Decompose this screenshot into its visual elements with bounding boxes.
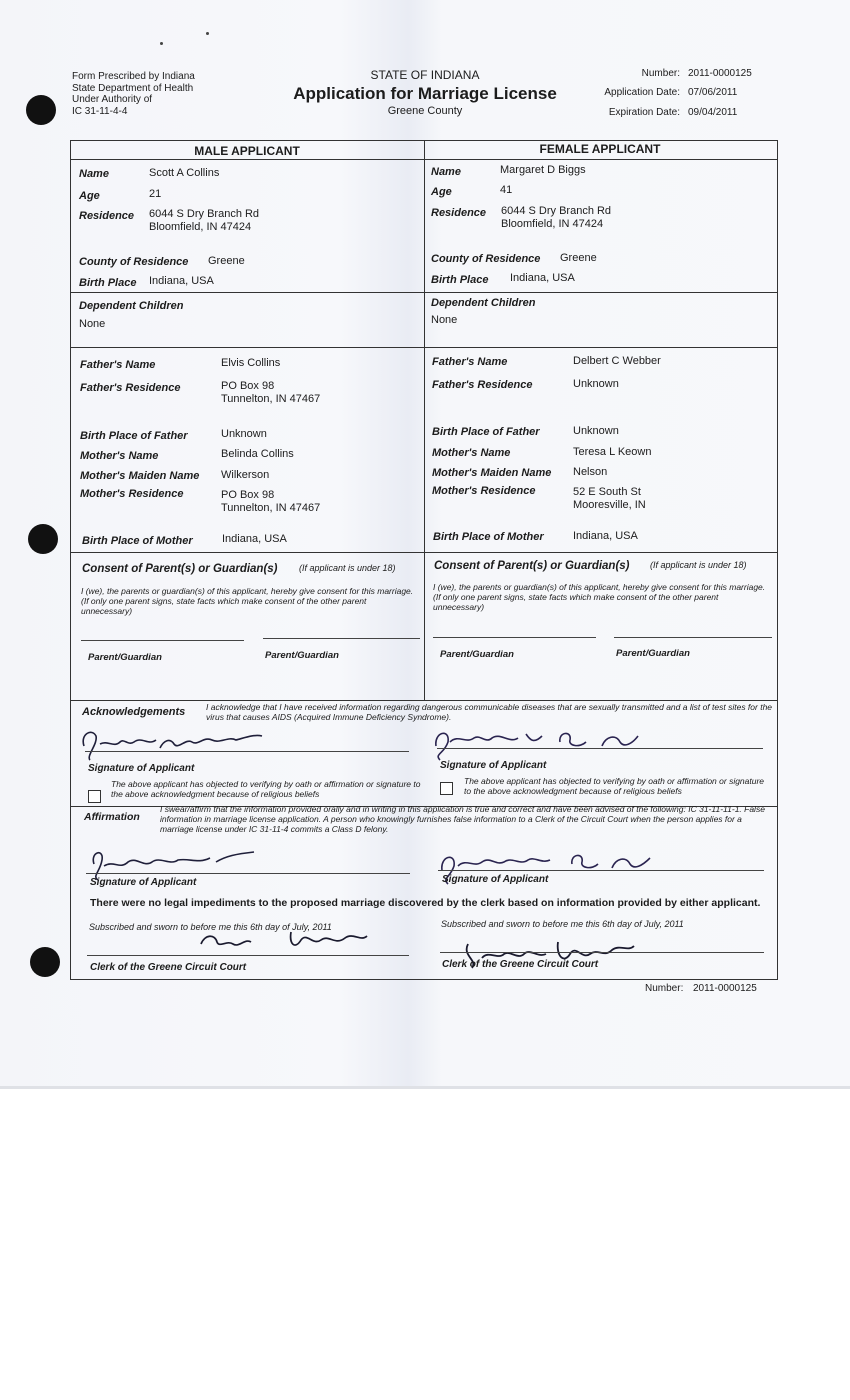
female-father-birthplace-value: Unknown (573, 425, 619, 437)
male-father-name-value: Elvis Collins (221, 357, 281, 369)
female-county-label: County of Residence (431, 253, 541, 265)
male-mother-name-value: Belinda Collins (221, 448, 294, 460)
female-affirmation-signature-line[interactable] (438, 870, 764, 871)
male-guardian-label-2: Parent/Guardian (265, 650, 339, 661)
female-section-title: FEMALE APPLICANT (539, 142, 661, 156)
female-name-value: Margaret D Biggs (500, 164, 586, 176)
female-birthplace-value: Indiana, USA (510, 272, 575, 284)
male-residence-line1: 6044 S Dry Branch Rd (149, 208, 260, 220)
male-clerk-label: Clerk of the Greene Circuit Court (90, 962, 247, 973)
female-ack-signature-line[interactable] (437, 748, 763, 749)
no-impediments-statement: There were no legal impediments to the proposed marriage discovered by the clerk based on information provided by either applicant. (90, 897, 761, 909)
female-children-value: None (431, 314, 458, 326)
male-father-residence-line2: Tunnelton, IN 47467 (221, 393, 321, 405)
male-birthplace-label: Birth Place (79, 277, 137, 289)
authority-line: Form Prescribed by Indiana (72, 71, 195, 82)
affirmation-text: I swear/affirm that the information provided orally and in writing in this application is true and correct and have been advised of the following: IC 31-11-11-1. False information in marriage license application. A person who knowingly furnishes false information to a Clerk of the Circuit Court when the person applies for a marriage license under IC 31-11-4 commits a Class D felony. (160, 804, 765, 834)
male-mother-maiden-label: Mother's Maiden Name (80, 470, 200, 482)
expiration-date-label: Expiration Date: (608, 107, 680, 118)
female-ack-signature-label: Signature of Applicant (440, 760, 547, 771)
male-mother-residence-line1: PO Box 98 (221, 489, 275, 501)
female-clerk-line[interactable] (440, 952, 764, 953)
number-label: Number: (641, 68, 680, 79)
female-objection-checkbox[interactable] (440, 782, 453, 795)
authority-line: IC 31-11-4-4 (72, 105, 128, 117)
female-age-label: Age (431, 186, 452, 198)
female-father-name-value: Delbert C Webber (573, 355, 661, 367)
female-consent-text: I (we), the parents or guardian(s) of this applicant, hereby give consent for this marriage. (If only one parent signs, state facts which make consent of the other parent unnecessary) (433, 582, 766, 612)
female-ack-signature (430, 724, 650, 764)
page-title: Application for Marriage License (293, 84, 557, 103)
female-mother-maiden-label: Mother's Maiden Name (432, 467, 552, 479)
female-consent-title: Consent of Parent(s) or Guardian(s) (434, 560, 630, 572)
female-residence-label: Residence (431, 207, 487, 219)
state-name: STATE OF INDIANA (370, 68, 480, 82)
male-ack-signature (78, 722, 268, 762)
male-name-value: Scott A Collins (149, 167, 220, 179)
male-guardian-line-2[interactable] (263, 638, 420, 639)
application-date-label: Application Date: (604, 87, 680, 98)
male-affirmation-signature-label: Signature of Applicant (90, 877, 197, 888)
female-guardian-label-1: Parent/Guardian (440, 649, 514, 660)
female-father-name-label: Father's Name (432, 356, 508, 368)
male-birthplace-value: Indiana, USA (149, 275, 214, 287)
female-residence-line2: Bloomfield, IN 47424 (501, 218, 604, 230)
male-clerk-line[interactable] (87, 955, 409, 956)
male-father-name-label: Father's Name (80, 359, 156, 371)
male-guardian-label-1: Parent/Guardian (88, 652, 162, 663)
male-section-title: MALE APPLICANT (194, 144, 300, 158)
female-consent-note: (If applicant is under 18) (650, 560, 747, 570)
female-mother-name-value: Teresa L Keown (573, 446, 652, 458)
male-residence-line2: Bloomfield, IN 47424 (149, 221, 252, 233)
male-consent-note: (If applicant is under 18) (299, 563, 396, 573)
male-age-label: Age (79, 190, 100, 202)
female-birthplace-label: Birth Place (431, 274, 489, 286)
male-father-residence-line1: PO Box 98 (221, 380, 275, 392)
male-objection-text: The above applicant has objected to verifying by oath or affirmation or signature to the above acknowledgment because of religious beliefs (111, 779, 421, 799)
footer-number-value: 2011-0000125 (693, 983, 757, 994)
female-mother-residence-label: Mother's Residence (432, 485, 536, 497)
male-mother-birthplace-value: Indiana, USA (222, 533, 287, 545)
acknowledgements-label: Acknowledgements (82, 706, 186, 718)
male-name-label: Name (79, 168, 109, 180)
female-affirmation-signature-label: Signature of Applicant (442, 874, 549, 885)
county-name: Greene County (387, 105, 463, 117)
male-subscribed-statement: Subscribed and sworn to before me this 6th day of July, 2011 (89, 922, 332, 932)
acknowledgements-text: I acknowledge that I have received information regarding dangerous communicable diseases that are sexually transmitted and a list of test sites for the virus that causes AIDS (Acquired Immune Deficiency Syndrome). (206, 702, 773, 722)
female-residence-line1: 6044 S Dry Branch Rd (501, 205, 612, 217)
punch-hole-middle (28, 524, 58, 554)
female-children-label: Dependent Children (431, 297, 536, 309)
authority-line: State Department of Health (72, 82, 194, 94)
male-mother-residence-label: Mother's Residence (80, 488, 184, 500)
male-mother-name-label: Mother's Name (80, 450, 159, 462)
scan-speck (206, 32, 209, 35)
female-mother-residence-line1: 52 E South St (573, 486, 641, 498)
clerk-signature-male-side (195, 924, 375, 956)
rule (70, 552, 777, 553)
male-children-value: None (79, 318, 106, 330)
rule (70, 292, 777, 293)
female-clerk-label: Clerk of the Greene Circuit Court (442, 959, 599, 970)
male-children-label: Dependent Children (79, 300, 184, 312)
female-mother-maiden-value: Nelson (573, 466, 608, 478)
punch-hole-top (26, 95, 56, 125)
female-county-value: Greene (560, 252, 597, 264)
form-heading (270, 68, 580, 117)
female-guardian-line-1[interactable] (433, 637, 596, 638)
male-guardian-line-1[interactable] (81, 640, 244, 641)
expiration-date-value: 09/04/2011 (688, 107, 738, 118)
male-county-label: County of Residence (79, 256, 189, 268)
rule (70, 347, 777, 348)
female-father-residence-value: Unknown (573, 378, 619, 390)
male-mother-residence-line2: Tunnelton, IN 47467 (221, 502, 321, 514)
female-name-label: Name (431, 166, 461, 178)
female-objection-text: The above applicant has objected to verifying by oath or affirmation or signature to the above acknowledgment because of religious beliefs (464, 776, 765, 796)
female-mother-birthplace-value: Indiana, USA (573, 530, 638, 542)
affirmation-label: Affirmation (84, 811, 140, 823)
section-title-rule (70, 159, 777, 160)
female-guardian-line-2[interactable] (614, 637, 772, 638)
scan-speck (160, 42, 163, 45)
number-value: 2011-0000125 (688, 68, 752, 79)
male-county-value: Greene (208, 255, 245, 267)
male-ack-signature-label: Signature of Applicant (88, 763, 195, 774)
footer-number-label: Number: (645, 983, 684, 994)
female-mother-name-label: Mother's Name (432, 447, 511, 459)
column-divider (424, 140, 425, 700)
female-father-birthplace-label: Birth Place of Father (432, 426, 540, 438)
male-age-value: 21 (149, 188, 162, 200)
male-mother-birthplace-label: Birth Place of Mother (82, 535, 193, 547)
male-residence-label: Residence (79, 210, 135, 222)
female-mother-residence-line2: Mooresville, IN (573, 499, 646, 511)
punch-hole-bottom (30, 947, 60, 977)
female-guardian-label-2: Parent/Guardian (616, 648, 690, 659)
male-objection-checkbox[interactable] (88, 790, 101, 803)
form-authority (72, 71, 195, 117)
male-ack-signature-line[interactable] (85, 751, 409, 752)
female-father-residence-label: Father's Residence (432, 379, 533, 391)
female-mother-birthplace-label: Birth Place of Mother (433, 531, 544, 543)
male-father-birthplace-label: Birth Place of Father (80, 430, 188, 442)
female-age-value: 41 (500, 184, 513, 196)
male-father-birthplace-value: Unknown (221, 428, 267, 440)
authority-line: Under Authority of (72, 94, 153, 105)
male-affirmation-signature-line[interactable] (86, 873, 410, 874)
female-subscribed-statement: Subscribed and sworn to before me this 6th day of July, 2011 (441, 919, 684, 929)
male-mother-maiden-value: Wilkerson (221, 469, 270, 481)
male-consent-text: I (we), the parents or guardian(s) of this applicant, hereby give consent for this marriage. (If only one parent signs, state facts which make consent of the other parent unnecessary) (81, 586, 414, 616)
male-consent-title: Consent of Parent(s) or Guardian(s) (82, 563, 278, 575)
application-date-value: 07/06/2011 (688, 87, 738, 98)
male-father-residence-label: Father's Residence (80, 382, 181, 394)
rule (70, 700, 777, 701)
